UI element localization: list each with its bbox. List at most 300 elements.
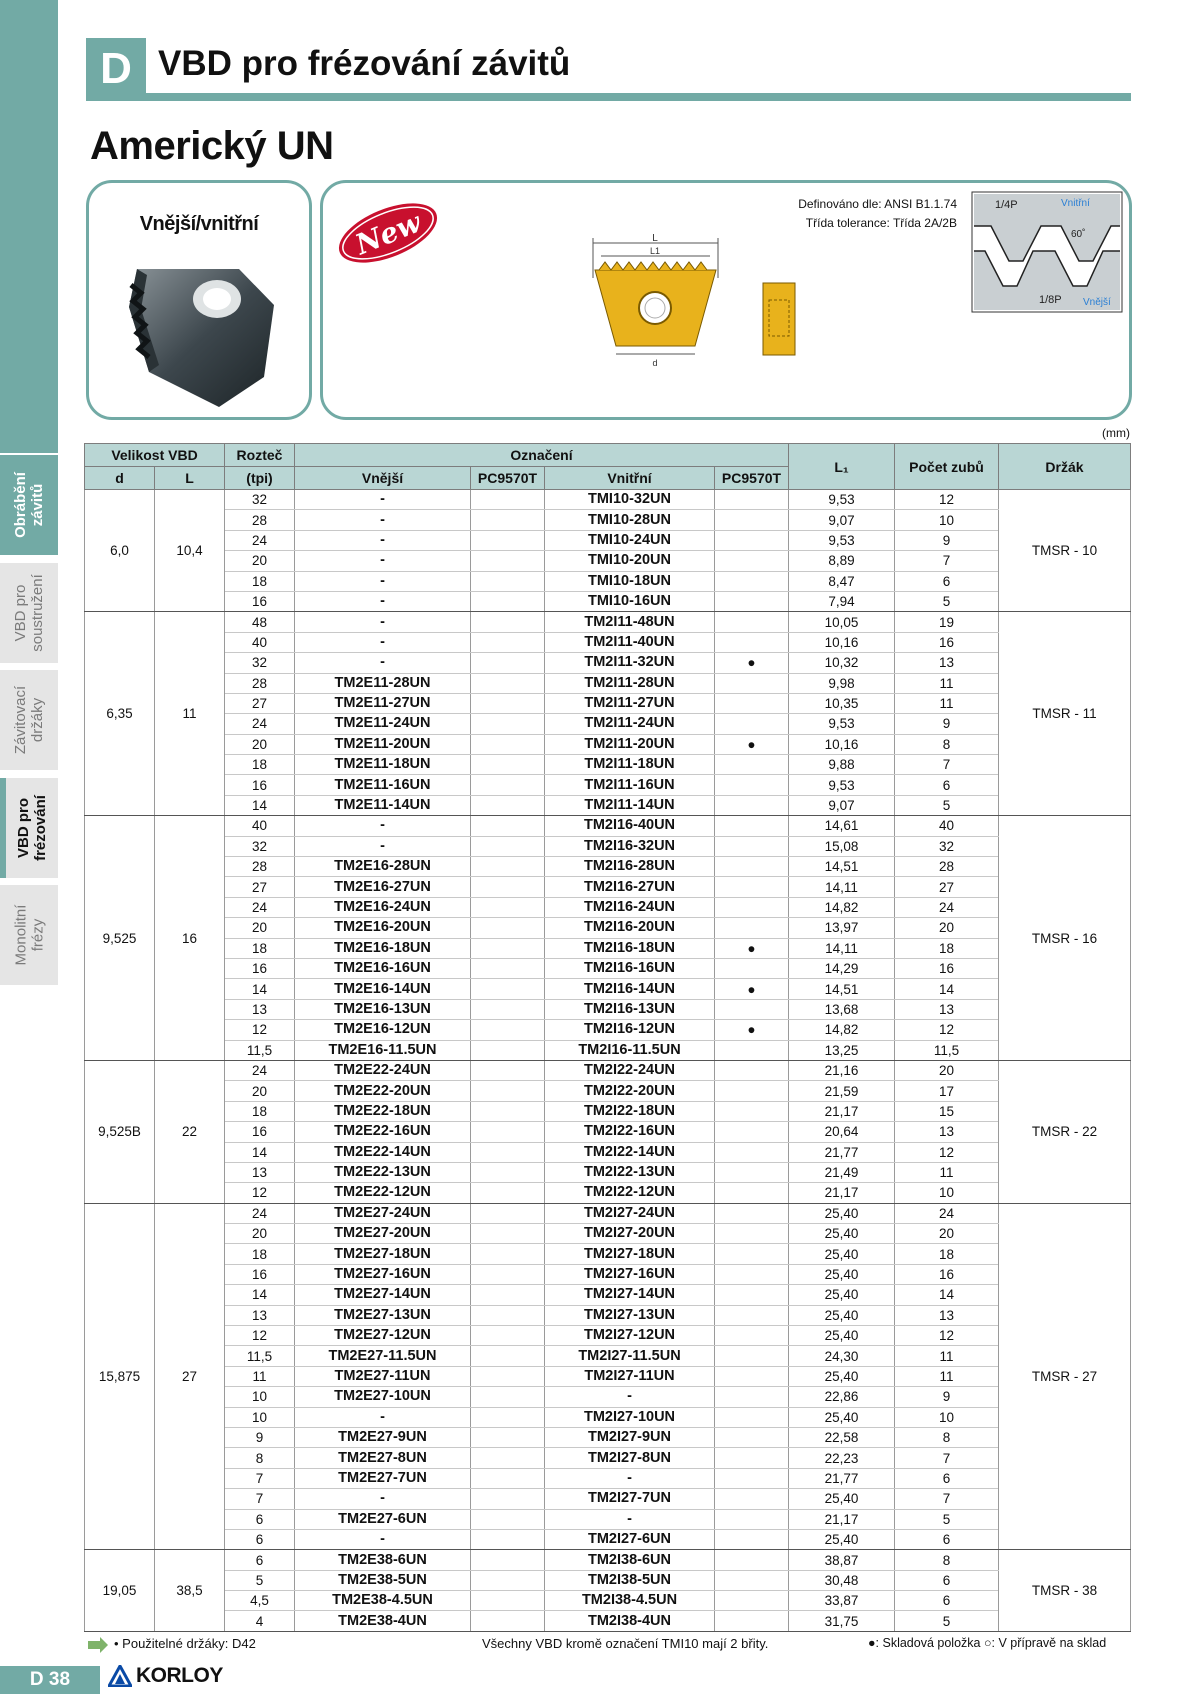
cell-grade-internal [715,1468,789,1488]
table-row [85,1122,1131,1142]
cell-external: - [295,1407,471,1427]
cell-internal: TM2I16-28UN [545,857,715,877]
sidebar-tab-milling-inserts[interactable]: VBD pro frézování [0,778,58,878]
cell-grade-external [471,1427,545,1447]
cell-internal: TM2I11-48UN [545,612,715,632]
cell-tpi: 16 [225,1122,295,1142]
cell-teeth: 12 [895,490,999,510]
cell-external: TM2E16-24UN [295,897,471,917]
cell-grade-external [471,897,545,917]
cell-grade-internal [715,999,789,1019]
cell-tpi: 11,5 [225,1346,295,1366]
cell-external: TM2E27-18UN [295,1244,471,1264]
header-tpi: (tpi) [225,467,295,490]
table-row [85,1427,1131,1447]
cell-tpi: 8 [225,1448,295,1468]
cell-grade-external [471,571,545,591]
cell-external: TM2E27-10UN [295,1387,471,1407]
cell-teeth: 10 [895,1407,999,1427]
tolerance-class: Třída tolerance: Třída 2A/2B [805,216,957,230]
cell-external: TM2E22-18UN [295,1101,471,1121]
cell-l1: 25,40 [789,1407,895,1427]
cell-grade-external [471,490,545,510]
cell-teeth: 6 [895,1468,999,1488]
cell-tpi: 16 [225,775,295,795]
cell-grade-external [471,632,545,652]
cell-d: 15,875 [85,1203,155,1550]
cell-grade-external [471,1570,545,1590]
table-row [85,1346,1131,1366]
cell-external: TM2E16-20UN [295,918,471,938]
cell-tpi: 20 [225,734,295,754]
svg-text:1/8P: 1/8P [1039,294,1062,306]
cell-teeth: 12 [895,1326,999,1346]
cell-internal: TM2I16-13UN [545,999,715,1019]
cell-external: - [295,551,471,571]
cell-external: TM2E22-20UN [295,1081,471,1101]
cell-grade-external [471,1529,545,1549]
cell-internal: TMI10-24UN [545,530,715,550]
cell-teeth: 11 [895,1366,999,1386]
cell-grade-internal: ● [715,734,789,754]
cell-teeth: 20 [895,918,999,938]
table-row [85,1570,1131,1590]
cell-l1: 25,40 [789,1244,895,1264]
cell-l1: 7,94 [789,591,895,611]
cell-grade-internal [715,632,789,652]
cell-l: 27 [155,1203,225,1550]
cell-external: TM2E27-11UN [295,1366,471,1386]
cell-external: TM2E11-18UN [295,755,471,775]
cell-grade-external [471,1285,545,1305]
edge-note: Všechny VBD kromě označení TMI10 mají 2 břity. [482,1636,769,1651]
cell-external: - [295,530,471,550]
korloy-logo-icon [108,1665,132,1687]
cell-teeth: 24 [895,1203,999,1223]
standard-info [798,195,957,233]
cell-internal: TM2I16-18UN [545,938,715,958]
cell-external: TM2E38-4UN [295,1611,471,1631]
cell-grade-external [471,714,545,734]
sidebar [0,0,58,1698]
cell-l1: 30,48 [789,1570,895,1590]
cell-internal: TM2I22-18UN [545,1101,715,1121]
cell-grade-internal [715,1101,789,1121]
cell-external: TM2E38-5UN [295,1570,471,1590]
cell-internal: TM2I38-4UN [545,1611,715,1631]
cell-teeth: 16 [895,1264,999,1284]
cell-external: TM2E16-16UN [295,958,471,978]
cell-external: TM2E11-24UN [295,714,471,734]
cell-external: TM2E22-13UN [295,1162,471,1182]
cell-grade-internal [715,1142,789,1162]
header-rule [86,93,1131,101]
cell-tpi: 18 [225,938,295,958]
cell-internal: - [545,1387,715,1407]
cell-grade-external [471,1468,545,1488]
cell-internal: TM2I27-16UN [545,1264,715,1284]
cell-teeth: 9 [895,714,999,734]
table-row [85,999,1131,1019]
cell-tpi: 6 [225,1550,295,1570]
cell-tpi: 18 [225,1244,295,1264]
cell-teeth: 16 [895,632,999,652]
cell-l1: 15,08 [789,836,895,856]
cell-tpi: 40 [225,632,295,652]
cell-d: 9,525 [85,816,155,1061]
cell-l1: 21,17 [789,1101,895,1121]
cell-grade-internal [715,918,789,938]
cell-internal: TM2I38-6UN [545,1550,715,1570]
cell-external: - [295,591,471,611]
cell-internal: TM2I38-5UN [545,1570,715,1590]
cell-grade-internal [715,1550,789,1570]
cell-grade-external [471,693,545,713]
cell-grade-external [471,1326,545,1346]
table-row [85,1468,1131,1488]
header-grade-internal: PC9570T [715,467,789,490]
cell-grade-internal [715,857,789,877]
cell-grade-external [471,958,545,978]
cell-grade-external [471,1183,545,1203]
cell-grade-internal [715,510,789,530]
table-row [85,979,1131,999]
svg-text:Vnitřní: Vnitřní [1061,198,1090,209]
cell-tpi: 13 [225,999,295,1019]
cell-l1: 25,40 [789,1285,895,1305]
cell-external: TM2E38-6UN [295,1550,471,1570]
cell-internal: TM2I16-24UN [545,897,715,917]
specification-panel [320,180,1132,420]
cell-grade-internal [715,1611,789,1631]
cell-teeth: 19 [895,612,999,632]
section-title: VBD pro frézování závitů [158,44,571,83]
cell-tpi: 32 [225,653,295,673]
cell-l1: 9,88 [789,755,895,775]
table-row [85,836,1131,856]
cell-grade-external [471,1509,545,1529]
cell-l1: 38,87 [789,1550,895,1570]
cell-l1: 9,53 [789,530,895,550]
cell-internal: TMI10-18UN [545,571,715,591]
cell-internal: TMI10-28UN [545,510,715,530]
cell-external: - [295,836,471,856]
cell-teeth: 12 [895,1142,999,1162]
cell-l1: 21,49 [789,1162,895,1182]
table-row [85,1203,1131,1223]
cell-tpi: 32 [225,836,295,856]
cell-tpi: 4,5 [225,1591,295,1611]
cell-teeth: 13 [895,1305,999,1325]
cell-tpi: 20 [225,918,295,938]
table-row [85,673,1131,693]
cell-external: TM2E16-27UN [295,877,471,897]
cell-grade-internal [715,775,789,795]
svg-text:60˚: 60˚ [1071,229,1086,240]
cell-internal: TM2I11-14UN [545,795,715,815]
cell-grade-external [471,979,545,999]
cell-teeth: 8 [895,1427,999,1447]
cell-l1: 14,51 [789,857,895,877]
cell-l1: 9,07 [789,510,895,530]
cell-l: 38,5 [155,1550,225,1632]
cell-external: TM2E11-28UN [295,673,471,693]
cell-grade-external [471,551,545,571]
cell-teeth: 5 [895,795,999,815]
cell-teeth: 7 [895,551,999,571]
table-row [85,714,1131,734]
cell-internal: TM2I11-20UN [545,734,715,754]
cell-grade-internal [715,795,789,815]
cell-grade-internal [715,1081,789,1101]
cell-tpi: 24 [225,1060,295,1080]
cell-holder: TMSR - 11 [999,612,1131,816]
cell-l1: 20,64 [789,1122,895,1142]
cell-tpi: 18 [225,755,295,775]
cell-grade-external [471,1346,545,1366]
cell-teeth: 32 [895,836,999,856]
cell-holder: TMSR - 22 [999,1060,1131,1203]
cell-internal: TM2I27-14UN [545,1285,715,1305]
cell-tpi: 40 [225,816,295,836]
sidebar-tab-solid-mills[interactable]: Monolitní frézy [0,885,58,985]
cell-tpi: 20 [225,1081,295,1101]
cell-tpi: 14 [225,1142,295,1162]
cell-l1: 25,40 [789,1305,895,1325]
cell-teeth: 9 [895,530,999,550]
applicable-holders: • Použitelné držáky: D42 [114,1636,256,1651]
cell-l1: 33,87 [789,1591,895,1611]
cell-l: 16 [155,816,225,1061]
cell-external: TM2E16-11.5UN [295,1040,471,1060]
svg-text:d: d [652,358,658,368]
cell-grade-internal: ● [715,653,789,673]
cell-teeth: 13 [895,1122,999,1142]
cell-external: TM2E11-14UN [295,795,471,815]
cell-grade-internal [715,1326,789,1346]
table-row [85,1448,1131,1468]
table-row [85,1326,1131,1346]
cell-d: 6,0 [85,490,155,612]
cell-l1: 21,77 [789,1142,895,1162]
cell-grade-external [471,1550,545,1570]
table-row [85,775,1131,795]
cell-internal: TM2I16-14UN [545,979,715,999]
table-row [85,510,1131,530]
cell-external: - [295,632,471,652]
cell-l1: 21,17 [789,1183,895,1203]
cell-teeth: 11 [895,1346,999,1366]
cell-grade-external [471,836,545,856]
insert-type-label: Vnější/vnitřní [139,213,259,235]
cell-internal: TM2I11-18UN [545,755,715,775]
cell-tpi: 16 [225,591,295,611]
cell-grade-internal [715,490,789,510]
cell-grade-external [471,1162,545,1182]
cell-grade-external [471,1142,545,1162]
cell-teeth: 8 [895,734,999,754]
cell-internal: TM2I11-16UN [545,775,715,795]
cell-internal: TM2I22-20UN [545,1081,715,1101]
table-row [85,490,1131,510]
cell-external: TM2E27-6UN [295,1509,471,1529]
cell-tpi: 12 [225,1326,295,1346]
cell-external: TM2E27-9UN [295,1427,471,1447]
header-designation: Označení [295,444,789,467]
cell-internal: TM2I11-32UN [545,653,715,673]
cell-tpi: 20 [225,551,295,571]
cell-l1: 9,53 [789,714,895,734]
cell-grade-external [471,510,545,530]
cell-tpi: 11 [225,1366,295,1386]
header-l: L [155,467,225,490]
cell-l1: 25,40 [789,1489,895,1509]
cell-teeth: 11,5 [895,1040,999,1060]
cell-internal: TM2I16-27UN [545,877,715,897]
cell-external: TM2E22-12UN [295,1183,471,1203]
cell-teeth: 6 [895,571,999,591]
cell-holder: TMSR - 16 [999,816,1131,1061]
header-holder: Držák [999,444,1131,490]
table-row [85,571,1131,591]
cell-teeth: 8 [895,1550,999,1570]
cell-internal: TM2I27-10UN [545,1407,715,1427]
cell-l1: 10,32 [789,653,895,673]
cell-l1: 14,11 [789,877,895,897]
header-pitch: Rozteč [225,444,295,467]
cell-internal: TM2I27-9UN [545,1427,715,1447]
svg-text:1/4P: 1/4P [995,199,1018,211]
cell-internal: TM2I27-6UN [545,1529,715,1549]
header-size: Velikost VBD [85,444,225,467]
cell-teeth: 7 [895,1448,999,1468]
cell-grade-external [471,1020,545,1040]
cell-grade-external [471,1224,545,1244]
cell-grade-external [471,1591,545,1611]
sidebar-tab-turning-inserts[interactable]: VBD pro soustružení [0,563,58,663]
cell-grade-external [471,1407,545,1427]
cell-external: TM2E27-12UN [295,1326,471,1346]
cell-external: TM2E16-14UN [295,979,471,999]
table-row [85,1060,1131,1080]
cell-l1: 14,82 [789,1020,895,1040]
svg-text:New: New [350,205,426,262]
cell-l1: 21,16 [789,1060,895,1080]
cell-tpi: 24 [225,530,295,550]
cell-grade-external [471,1040,545,1060]
cell-l1: 14,82 [789,897,895,917]
thread-insert-table [84,443,1131,1632]
cell-external: - [295,1489,471,1509]
cell-teeth: 5 [895,1509,999,1529]
cell-teeth: 5 [895,1611,999,1631]
cell-internal: TM2I27-20UN [545,1224,715,1244]
cell-grade-external [471,918,545,938]
cell-grade-internal [715,1285,789,1305]
cell-tpi: 12 [225,1020,295,1040]
cell-grade-internal [715,1366,789,1386]
cell-grade-internal [715,1203,789,1223]
cell-d: 6,35 [85,612,155,816]
cell-internal: TM2I11-28UN [545,673,715,693]
cell-d: 9,525B [85,1060,155,1203]
cell-tpi: 24 [225,897,295,917]
cell-teeth: 14 [895,979,999,999]
table-row [85,1142,1131,1162]
cell-grade-external [471,775,545,795]
cell-grade-external [471,1081,545,1101]
header-grade-external: PC9570T [471,467,545,490]
cell-teeth: 7 [895,1489,999,1509]
cell-tpi: 12 [225,1183,295,1203]
cell-tpi: 16 [225,958,295,978]
cell-grade-external [471,1122,545,1142]
cell-internal: TM2I22-24UN [545,1060,715,1080]
cell-grade-external [471,1387,545,1407]
arrow-icon [86,1637,110,1653]
cell-tpi: 13 [225,1305,295,1325]
cell-grade-external [471,530,545,550]
header-external: Vnější [295,467,471,490]
cell-grade-external [471,734,545,754]
cell-l: 10,4 [155,490,225,612]
cell-internal: TM2I16-32UN [545,836,715,856]
cell-holder: TMSR - 38 [999,1550,1131,1632]
cell-teeth: 6 [895,1570,999,1590]
cell-teeth: 18 [895,1244,999,1264]
cell-tpi: 6 [225,1529,295,1549]
cell-teeth: 13 [895,653,999,673]
cell-grade-internal [715,591,789,611]
table-row [85,857,1131,877]
cell-grade-internal [715,1509,789,1529]
cell-tpi: 11,5 [225,1040,295,1060]
cell-l1: 25,40 [789,1203,895,1223]
cell-external: TM2E27-20UN [295,1224,471,1244]
cell-internal: TM2I27-12UN [545,1326,715,1346]
cell-tpi: 18 [225,571,295,591]
table-row [85,958,1131,978]
cell-l1: 25,40 [789,1224,895,1244]
cell-external: - [295,510,471,530]
cell-grade-internal [715,897,789,917]
table-row [85,1285,1131,1305]
cell-tpi: 18 [225,1101,295,1121]
cell-l1: 10,16 [789,632,895,652]
cell-tpi: 4 [225,1611,295,1631]
cell-grade-internal [715,1224,789,1244]
sidebar-tab-thread-machining[interactable]: Obrábění závitů [0,455,58,555]
cell-tpi: 27 [225,877,295,897]
cell-external: TM2E27-8UN [295,1448,471,1468]
table-row [85,877,1131,897]
header-l1: L₁ [789,444,895,490]
table-row [85,632,1131,652]
cell-grade-external [471,816,545,836]
cell-teeth: 20 [895,1224,999,1244]
cell-tpi: 28 [225,510,295,530]
cell-grade-internal [715,1570,789,1590]
cell-grade-external [471,1060,545,1080]
cell-l1: 10,35 [789,693,895,713]
cell-grade-external [471,1264,545,1284]
cell-internal: TM2I27-8UN [545,1448,715,1468]
cell-l1: 25,40 [789,1264,895,1284]
table-row [85,653,1131,673]
cell-teeth: 24 [895,897,999,917]
sidebar-tab-threading-holders[interactable]: Závitovací držáky [0,670,58,770]
cell-internal: TM2I11-24UN [545,714,715,734]
